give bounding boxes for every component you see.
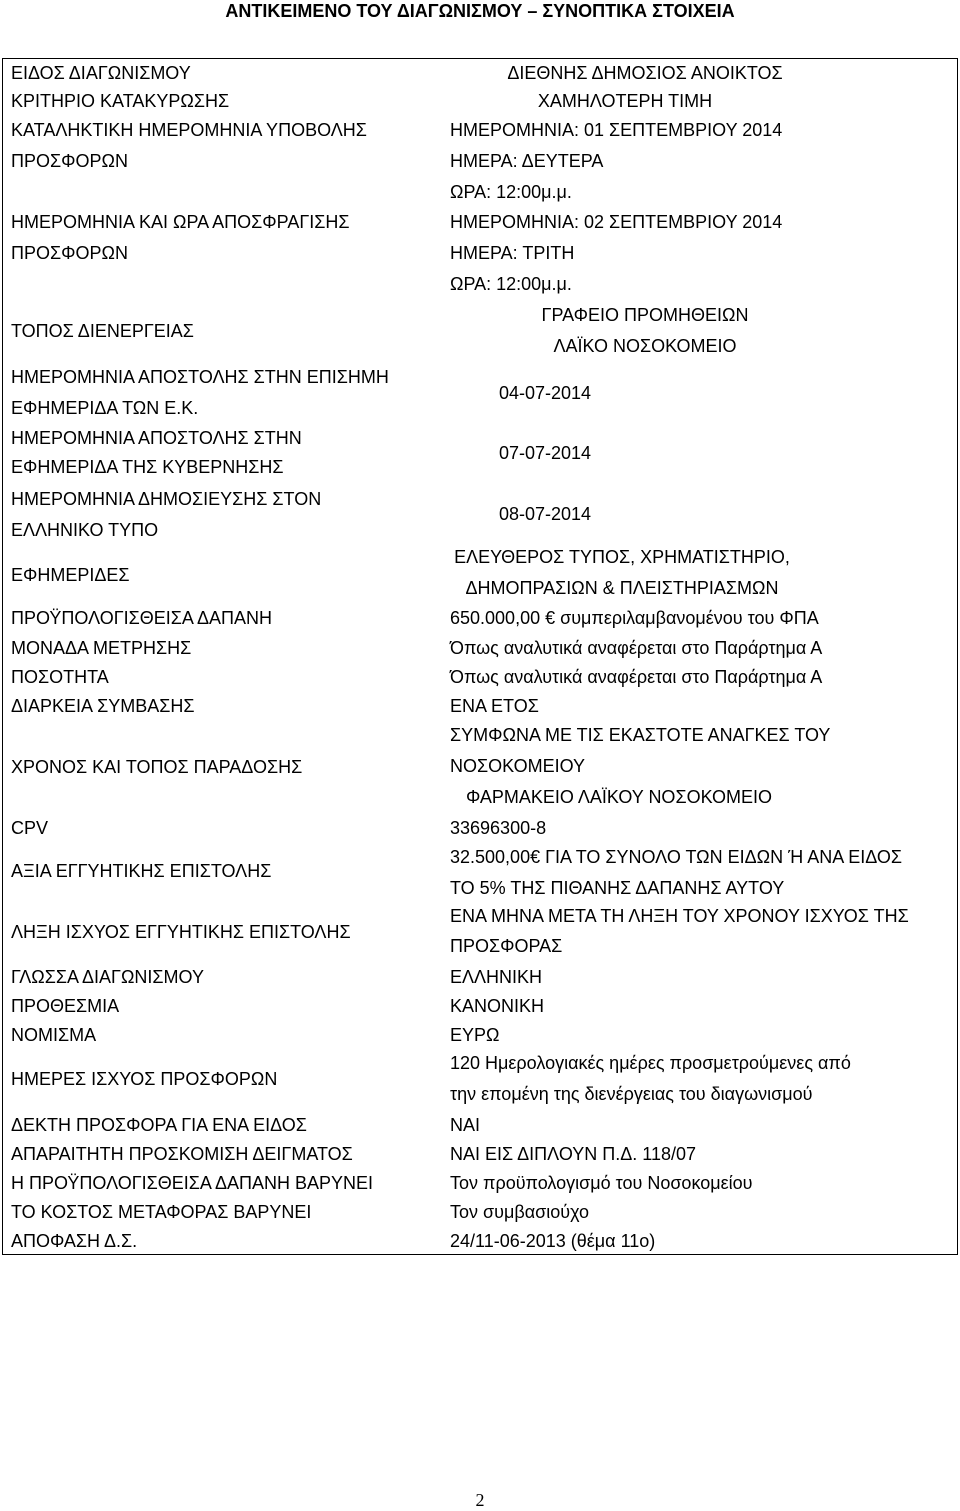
row-label: ΚΡΙΤΗΡΙΟ ΚΑΤΑΚΥΡΩΣΗΣ — [11, 91, 230, 111]
row-value: ΕΝΑ ΕΤΟΣ — [450, 696, 539, 716]
row-label: ΕΦΗΜΕΡΙΔΑ ΤΗΣ ΚΥΒΕΡΝΗΣΗΣ — [11, 457, 284, 477]
row-value: ΝΑΙ — [450, 1115, 481, 1135]
row-label: ΑΠΑΡΑΙΤΗΤΗ ΠΡΟΣΚΟΜΙΣΗ ΔΕΙΓΜΑΤΟΣ — [11, 1144, 353, 1164]
row-label: ΔΕΚΤΗ ΠΡΟΣΦΟΡΑ ΓΙΑ ΕΝΑ ΕΙΔΟΣ — [11, 1115, 307, 1135]
row-value: ΗΜΕΡΑ: ΔΕΥΤΕΡΑ — [450, 151, 604, 171]
row-label: ΕΦΗΜΕΡΙΔΕΣ — [11, 565, 130, 585]
row-value: Όπως αναλυτικά αναφέρεται στο Παράρτημα Α — [450, 638, 823, 658]
row-value: ΦΑΡΜΑΚΕΙΟ ΛΑΪΚΟΥ ΝΟΣΟΚΟΜΕΙΟ — [465, 787, 773, 807]
row-value: ΗΜΕΡΑ: ΤΡΙΤΗ — [450, 243, 575, 263]
row-label: ΗΜΕΡΟΜΗΝΙΑ ΔΗΜΟΣΙΕΥΣΗΣ ΣΤΟΝ — [11, 489, 322, 509]
row-label: ΤΟ ΚΟΣΤΟΣ ΜΕΤΑΦΟΡΑΣ ΒΑΡΥΝΕΙ — [11, 1202, 312, 1222]
row-value: ΗΜΕΡΟΜΗΝΙΑ: 01 ΣΕΠΤΕΜΒΡΙΟΥ 2014 — [450, 120, 783, 140]
row-value: ΛΑΪΚΟ ΝΟΣΟΚΟΜΕΙΟ — [553, 336, 737, 356]
row-label: ΗΜΕΡΟΜΗΝΙΑ ΑΠΟΣΤΟΛΗΣ ΣΤΗΝ — [11, 428, 302, 448]
row-value: 24/11-06-2013 (θέμα 11ο) — [450, 1231, 656, 1251]
row-label: ΔΙΑΡΚΕΙΑ ΣΥΜΒΑΣΗΣ — [11, 696, 195, 716]
row-value: 04-07-2014 — [498, 383, 592, 403]
row-label: ΕΦΗΜΕΡΙΔΑ ΤΩΝ Ε.Κ. — [11, 398, 199, 418]
row-value: ΣΥΜΦΩΝΑ ΜΕ ΤΙΣ ΕΚΑΣΤΟΤΕ ΑΝΑΓΚΕΣ ΤΟΥ — [450, 725, 831, 745]
row-label: ΗΜΕΡΕΣ ΙΣΧΥΟΣ ΠΡΟΣΦΟΡΩΝ — [11, 1069, 278, 1089]
row-value: ΕΥΡΩ — [450, 1025, 500, 1045]
row-value: 650.000,00 € συμπεριλαμβανομένου του ΦΠΑ — [450, 608, 819, 628]
row-label: ΜΟΝΑΔΑ ΜΕΤΡΗΣΗΣ — [11, 638, 192, 658]
row-value: ΧΑΜΗΛΟΤΕΡΗ ΤΙΜΗ — [537, 91, 713, 111]
row-label: ΕΙΔΟΣ ΔΙΑΓΩΝΙΣΜΟΥ — [11, 63, 191, 83]
row-label: ΗΜΕΡΟΜΗΝΙΑ ΚΑΙ ΩΡΑ ΑΠΟΣΦΡΑΓΙΣΗΣ — [11, 212, 350, 232]
row-value: ΕΛΕΥΘΕΡΟΣ ΤΥΠΟΣ, ΧΡΗΜΑΤΙΣΤΗΡΙΟ, — [454, 547, 790, 567]
row-label: Η ΠΡΟΫΠΟΛΟΓΙΣΘΕΙΣΑ ΔΑΠΑΝΗ ΒΑΡΥΝΕΙ — [11, 1173, 374, 1193]
row-label: ΠΡΟΘΕΣΜΙΑ — [11, 996, 120, 1016]
row-label: ΗΜΕΡΟΜΗΝΙΑ ΑΠΟΣΤΟΛΗΣ ΣΤΗΝ ΕΠΙΣΗΜΗ — [11, 367, 389, 387]
row-value: 120 Ημερολογιακές ημέρες προσμετρούμενες από — [450, 1053, 851, 1073]
row-value: 32.500,00€ ΓΙΑ ΤΟ ΣΥΝΟΛΟ ΤΩΝ ΕΙΔΩΝ Ή ΑΝΑ ΕΙΔΟΣ — [450, 847, 902, 867]
row-value: ΝΟΣΟΚΟΜΕΙΟΥ — [450, 756, 586, 776]
row-value: ΠΡΟΣΦΟΡΑΣ — [450, 936, 563, 956]
row-value: ΝΑΙ ΕΙΣ ΔΙΠΛΟΥΝ Π.Δ. 118/07 — [450, 1144, 696, 1164]
row-label: ΝΟΜΙΣΜΑ — [11, 1025, 97, 1045]
row-value: ΚΑΝΟΝΙΚΗ — [450, 996, 545, 1016]
row-value: ΩΡΑ: 12:00μ.μ. — [450, 182, 572, 202]
row-label: ΧΡΟΝΟΣ ΚΑΙ ΤΟΠΟΣ ΠΑΡΑΔΟΣΗΣ — [11, 757, 303, 777]
row-value: ΓΡΑΦΕΙΟ ΠΡΟΜΗΘΕΙΩΝ — [541, 305, 749, 325]
row-label: ΠΡΟΣΦΟΡΩΝ — [11, 243, 128, 263]
row-value: 08-07-2014 — [498, 504, 592, 524]
row-label: ΕΛΛΗΝΙΚΟ ΤΥΠΟ — [11, 520, 159, 540]
row-label: ΠΡΟΫΠΟΛΟΓΙΣΘΕΙΣΑ ΔΑΠΑΝΗ — [11, 608, 272, 628]
row-value: ΗΜΕΡΟΜΗΝΙΑ: 02 ΣΕΠΤΕΜΒΡΙΟΥ 2014 — [450, 212, 783, 232]
row-value: την επομένη της διενέργειας του διαγωνισμού — [450, 1084, 813, 1104]
row-label: ΠΟΣΟΤΗΤΑ — [11, 667, 109, 687]
row-value: ΔΗΜΟΠΡΑΣΙΩΝ & ΠΛΕΙΣΤΗΡΙΑΣΜΩΝ — [465, 578, 779, 598]
row-value: 33696300-8 — [450, 818, 547, 838]
row-value: ΤΟ 5% ΤΗΣ ΠΙΘΑΝΗΣ ΔΑΠΑΝΗΣ ΑΥΤΟΥ — [450, 878, 785, 898]
row-label: ΑΠΟΦΑΣΗ Δ.Σ. — [11, 1231, 138, 1251]
row-label: ΓΛΩΣΣΑ ΔΙΑΓΩΝΙΣΜΟΥ — [11, 967, 204, 987]
row-value: Τον συμβασιούχο — [450, 1202, 590, 1222]
row-label: ΤΟΠΟΣ ΔΙΕΝΕΡΓΕΙΑΣ — [11, 321, 194, 341]
row-label: ΚΑΤΑΛΗΚΤΙΚΗ ΗΜΕΡΟΜΗΝΙΑ ΥΠΟΒΟΛΗΣ — [11, 120, 367, 140]
row-value: Όπως αναλυτικά αναφέρεται στο Παράρτημα Α — [450, 667, 823, 687]
row-label: ΠΡΟΣΦΟΡΩΝ — [11, 151, 128, 171]
row-value: 07-07-2014 — [498, 443, 592, 463]
row-label: ΛΗΞΗ ΙΣΧΥΟΣ ΕΓΓΥΗΤΙΚΗΣ ΕΠΙΣΤΟΛΗΣ — [11, 922, 351, 942]
row-value: Τον προϋπολογισμό του Νοσοκομείου — [450, 1173, 753, 1193]
document-title: ΑΝΤΙΚΕΙΜΕΝΟ ΤΟΥ ΔΙΑΓΩΝΙΣΜΟΥ – ΣΥΝΟΠΤΙΚΑ ΣΤΟΙΧΕΙΑ — [225, 1, 735, 21]
row-value: ΕΝΑ ΜΗΝΑ ΜΕΤΑ ΤΗ ΛΗΞΗ ΤΟΥ ΧΡΟΝΟΥ ΙΣΧΥΟΣ ΤΗΣ — [450, 906, 909, 926]
row-value: ΔΙΕΘΝΗΣ ΔΗΜΟΣΙΟΣ ΑΝΟΙΚΤΟΣ — [507, 63, 783, 83]
row-value: ΩΡΑ: 12:00μ.μ. — [450, 274, 572, 294]
page-number: 2 — [475, 1490, 485, 1510]
row-label: ΑΞΙΑ ΕΓΓΥΗΤΙΚΗΣ ΕΠΙΣΤΟΛΗΣ — [11, 861, 272, 881]
row-label: CPV — [11, 818, 49, 838]
row-value: ΕΛΛΗΝΙΚΗ — [450, 967, 543, 987]
